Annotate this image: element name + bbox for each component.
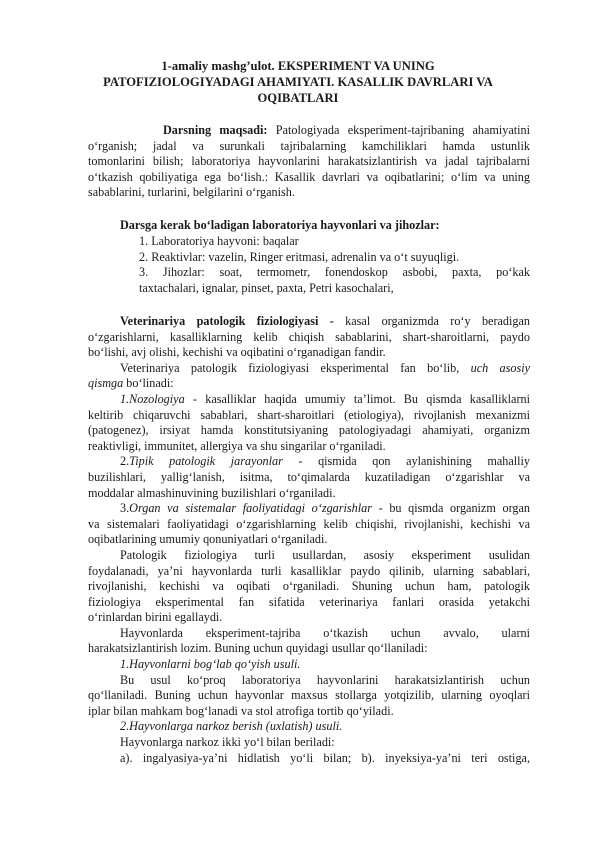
title-line-3: OQIBATLARI xyxy=(257,91,339,105)
organ-label: Organ va sistemalar faoliyatidagi o‘zgarishlar - xyxy=(129,501,383,516)
method-heading-2: 2.Hayvonlarga narkoz berish (uxlatish) usuli. xyxy=(120,719,343,734)
materials-heading: Darsga kerak bo‘ladigan laboratoriya hayvonlari va jihozlar: xyxy=(120,218,440,232)
title-line-1: 1-amaliy mashg’ulot. EKSPERIMENT VA UNING xyxy=(161,59,435,73)
nozologiya-label: 1.Nozologiya - xyxy=(120,391,197,406)
goal-label: Darsning maqsadi: xyxy=(163,123,268,137)
materials-heading-block xyxy=(88,218,530,234)
goal-line-3: tomonlarini bilish; laboratoriya hayvonlarini harakatsizlantirish va jadal tajribalarni xyxy=(88,154,530,169)
definition-label: Veterinariya patologik fiziologiyasi - xyxy=(120,314,334,328)
goal-line-1: Patologiyada eksperiment-tajribaning ahamiyatini xyxy=(275,123,530,137)
goal-line-4: o‘tkazish qobiliyatiga ega bo‘lish.: Kasallik davrlari va oqibatlarini; o‘lim va uning xyxy=(88,169,530,184)
goal-line-2: o‘rganish; jadal va surunkali tajribalarning kamchiliklari hamda ustunlik xyxy=(88,138,530,153)
method-heading-1: 1.Hayvonlarni bog‘lab qo‘yish usuli. xyxy=(120,657,301,672)
title-line-2: PATOFIZIOLOGIYADAGI AHAMIYATI. KASALLIK DAVRLARI VA xyxy=(103,75,493,89)
materials-list xyxy=(139,234,530,296)
materials-item-2: 2. Reaktivlar: vazelin, Ringer eritmasi, adrenalin va o‘t suyuqligi. xyxy=(139,249,460,264)
tipik-label: Tipik patologik jarayonlar - xyxy=(129,454,303,469)
goal-line-5: sabablarini, turlarini, belgilarini o‘rganish. xyxy=(88,185,295,200)
materials-item-1: 1. Laboratoriya hayvoni: baqalar xyxy=(139,234,299,248)
lesson-goal-paragraph xyxy=(88,123,530,201)
page-title xyxy=(70,58,526,106)
materials-item-3: 3. Jihozlar: soat, termometr, fonendoskop asbobi, paxta, po‘kak xyxy=(139,265,530,280)
definition-paragraph: Veterinariya patologik fiziologiyasi - kasal organizmda ro‘y beradigan o‘zgarishlarni, kasalliklarning kelib chiqish sabablarini, shart-sharoitlarni, paydo bo‘lishi, avj olishi, kechishi va oqibatini o‘rganadigan fandir. Veterinariya patologik fiziologiyasi eksperimental fan bo‘lib, uch asosiy qismga bo‘linadi: 1.Nozologiya - kasalliklar haqida umumiy ta’limot. Bu qismda kasalliklarni keltirib chiqaruvchi sabablari, shart-sharoitlari (etiologiya), rivojlanish mexanizmi (patogenez), irsiyat hamda konstitutsiyaning patologiyadagi ahamiyati, organizm reaktivligi, immunitet, allergiya va shu singarilar o‘rganiladi. 2.Tipik patologik jarayonlar - qismida qon aylanishining mahalliy buzilishlari, yallig‘lanish, isitma, to‘qimalarda kuzatiladigan o‘zgarishlar va moddalar almashinuvining buzilishlari o‘rganiladi. 3.Organ va sistemalar faoliyatidagi o‘zgarishlar - bu qismda organizm organ va sistemalari faoliyatidagi o‘zgarishlarning kelib chiqishi, rivojlanishi, kechishi va oqibatlarining umumiy qonuniyatlari o‘rganiladi. Patologik fiziologiya turli usullardan, asosiy eksperiment usulidan foydalanadi, ya’ni hayvonlarda turli kasalliklar paydo qilinib, ularning sabablari, rivojlanishi, kechishi va oqibati o‘rganiladi. Shuning uchun ham, patologik fiziologiya eksperimental fan sifatida veterinariya fanlari orasida yetakchi o‘rinlardan birini egallaydi. Hayvonlarda eksperiment-tajriba o‘tkazish uchun avvalo, ularni harakatsizlantirish lozim. Buning uchun quyidagi usullar qo‘llaniladi: 1.Hayvonlarni bog‘lab qo‘yish usuli. Bu usul ko‘proq laboratoriya hayvonlarini harakatsizlantirish uchun qo‘llaniladi. Buning uchun hayvonlar maxsus stollarga yotqizilib, ularning oyoqlari iplar bilan mahkam bog‘lanadi va stol atrofiga tortib qo‘yiladi. 2.Hayvonlarga narkoz berish (uxlatish) usuli. Hayvonlarga narkoz ikki yo‘l bilan beriladi: a). ingalyasiya-ya’ni hidlatish yo‘li bilan; b). inyeksiya-ya’ni teri ostiga, xyxy=(88,314,531,765)
materials-item-3-cont: taxtachalari, ignalar, pinset, paxta, Petri kasochalari, xyxy=(139,280,394,295)
